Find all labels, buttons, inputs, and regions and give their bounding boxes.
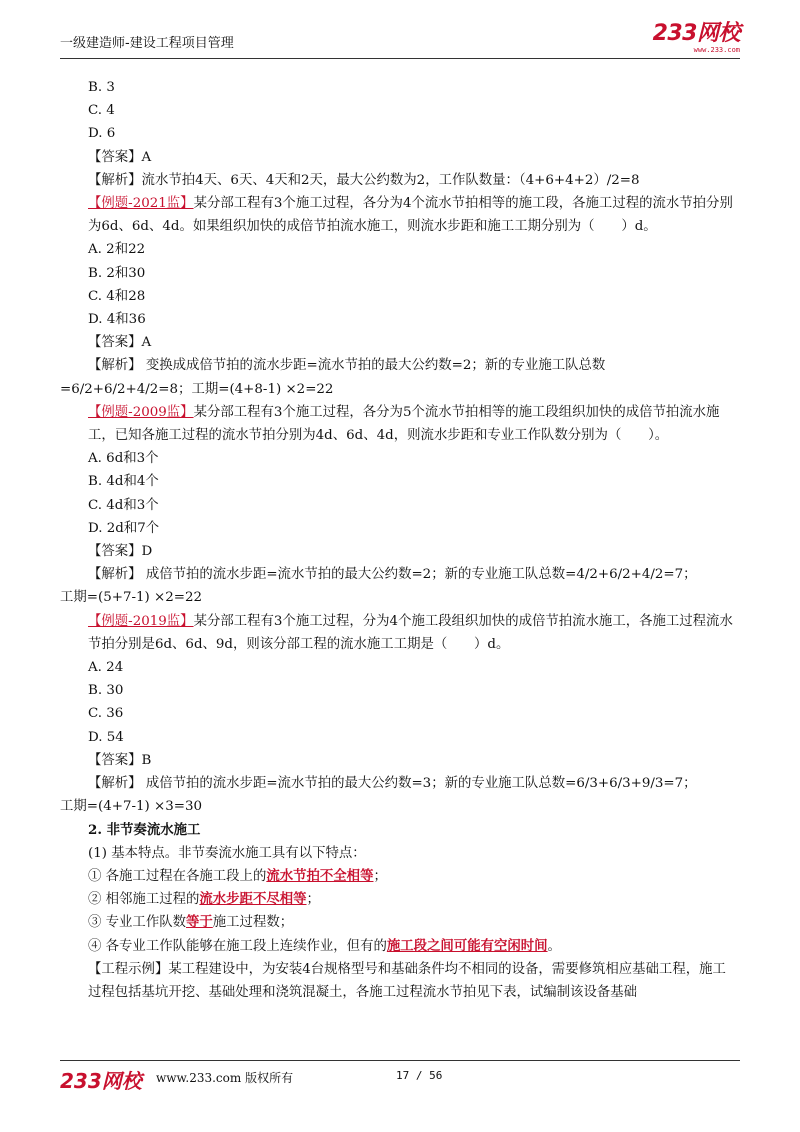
option-b: B. 30 bbox=[88, 683, 124, 699]
brand-logo bbox=[653, 22, 740, 54]
feature-1 bbox=[60, 865, 738, 888]
feature-2 bbox=[60, 888, 738, 911]
feature-text: ④ 各专业工作队能够在施工段上连续作业，但有的 bbox=[88, 938, 387, 954]
feature-text: 。 bbox=[547, 938, 561, 954]
explanation: 【解析】 成倍节拍的流水步距=流水节拍的最大公约数=3；新的专业施工队总数=6/3+6/3+9/3=7； bbox=[88, 776, 697, 792]
option-d: D. 54 bbox=[88, 729, 124, 745]
logo-text: 233网校 bbox=[652, 21, 740, 46]
feature-highlight: 施工段之间可能有空闲时间 bbox=[386, 937, 548, 954]
footer-logo: 233网校 bbox=[60, 1069, 142, 1093]
page-number: 17 / 56 bbox=[396, 1069, 443, 1082]
option-b: B. 3 bbox=[88, 80, 115, 95]
page-footer bbox=[60, 1060, 740, 1091]
feature-text: ③ 专业工作队数 bbox=[88, 915, 186, 931]
feature-text: ； bbox=[373, 868, 387, 884]
explanation-cont: 工期=(5+7-1) ×2=22 bbox=[60, 590, 203, 606]
page-header bbox=[60, 22, 740, 59]
features-intro: (1) 基本特点。非节奏流水施工具有以下特点： bbox=[88, 845, 366, 861]
question-tag: 【例题-2009监】 bbox=[88, 404, 194, 420]
feature-text: ； bbox=[306, 892, 320, 908]
option-d: D. 2d和7个 bbox=[88, 520, 160, 536]
option-c: C. 4 bbox=[88, 103, 115, 119]
answer: 【答案】A bbox=[88, 149, 152, 165]
feature-4 bbox=[60, 935, 738, 958]
answer: 【答案】A bbox=[88, 335, 152, 351]
option-a: A. 2和22 bbox=[88, 242, 146, 258]
question-text: 某分部工程有3个施工过程，分为4个施工段组织加快的成倍节拍流水施工，各施工过程流水节拍分别是6d、6d、9d，则该分部工程的流水施工工期是（ ）d。 bbox=[88, 613, 733, 652]
header-title: 一级建造师-建设工程项目管理 bbox=[60, 36, 234, 51]
explanation: 【解析】流水节拍4天、6天、4天和2天，最大公约数为2，工作队数量：（4+6+4+2）/2=8 bbox=[88, 172, 640, 188]
question-2019 bbox=[60, 610, 738, 656]
question-text: 某分部工程有3个施工过程，各分为4个流水节拍相等的施工段，各施工过程的流水节拍分别为6d、6d、4d。如果组织加快的成倍节拍流水施工，则流水步距和施工工期分别为（ ）d。 bbox=[88, 196, 733, 235]
question-tag: 【例题-2019监】 bbox=[88, 613, 194, 629]
footer-copyright: www.233.com 版权所有 bbox=[156, 1071, 294, 1085]
option-c: C. 36 bbox=[88, 706, 124, 722]
feature-highlight: 流水步距不尽相等 bbox=[199, 891, 307, 908]
option-d: D. 6 bbox=[88, 126, 116, 142]
logo-url: www.233.com bbox=[693, 46, 740, 54]
question-2021 bbox=[60, 192, 738, 238]
option-c: C. 4d和3个 bbox=[88, 497, 159, 513]
question-tag: 【例题-2021监】 bbox=[88, 196, 194, 212]
option-c: C. 4和28 bbox=[88, 288, 146, 304]
option-a: A. 6d和3个 bbox=[88, 451, 159, 467]
option-b: B. 4d和4个 bbox=[88, 474, 159, 490]
feature-3 bbox=[60, 911, 738, 934]
engineering-example: 【工程示例】某工程建设中，为安装4台规格型号和基础条件均不相同的设备，需要修筑相应基础工程，施工过程包括基坑开挖、基础处理和浇筑混凝土，各施工过程流水节拍见下表，试编制该设备基础 bbox=[88, 961, 726, 1000]
feature-highlight: 等于 bbox=[186, 914, 213, 931]
option-d: D. 4和36 bbox=[88, 312, 146, 328]
document-body bbox=[60, 76, 738, 1004]
explanation: 【解析】 变换成成倍节拍的流水步距=流水节拍的最大公约数=2；新的专业施工队总数 bbox=[88, 358, 606, 374]
feature-highlight: 流水节拍不全相等 bbox=[266, 867, 374, 884]
explanation: 【解析】 成倍节拍的流水步距=流水节拍的最大公约数=2；新的专业施工队总数=4/2+6/2+4/2=7； bbox=[88, 567, 697, 583]
feature-text: ① 各施工过程在各施工段上的 bbox=[88, 868, 267, 884]
question-2009 bbox=[60, 401, 738, 447]
answer: 【答案】B bbox=[88, 752, 152, 768]
feature-text: 施工过程数； bbox=[212, 915, 294, 931]
feature-text: ② 相邻施工过程的 bbox=[88, 892, 200, 908]
explanation-cont: 工期=(4+7-1) ×3=30 bbox=[60, 799, 203, 815]
answer: 【答案】D bbox=[88, 544, 153, 560]
section-heading: 2. 非节奏流水施工 bbox=[88, 821, 201, 838]
question-text: 某分部工程有3个施工过程，各分为5个流水节拍相等的施工段组织加快的成倍节拍流水施工，已知各施工过程的流水节拍分别为4d、6d、4d，则流水步距和专业工作队数分别为（ ）。 bbox=[88, 404, 720, 444]
option-b: B. 2和30 bbox=[88, 265, 146, 281]
option-a: A. 24 bbox=[88, 660, 124, 676]
explanation-cont: =6/2+6/2+4/2=8；工期=(4+8-1) ×2=22 bbox=[60, 381, 334, 397]
